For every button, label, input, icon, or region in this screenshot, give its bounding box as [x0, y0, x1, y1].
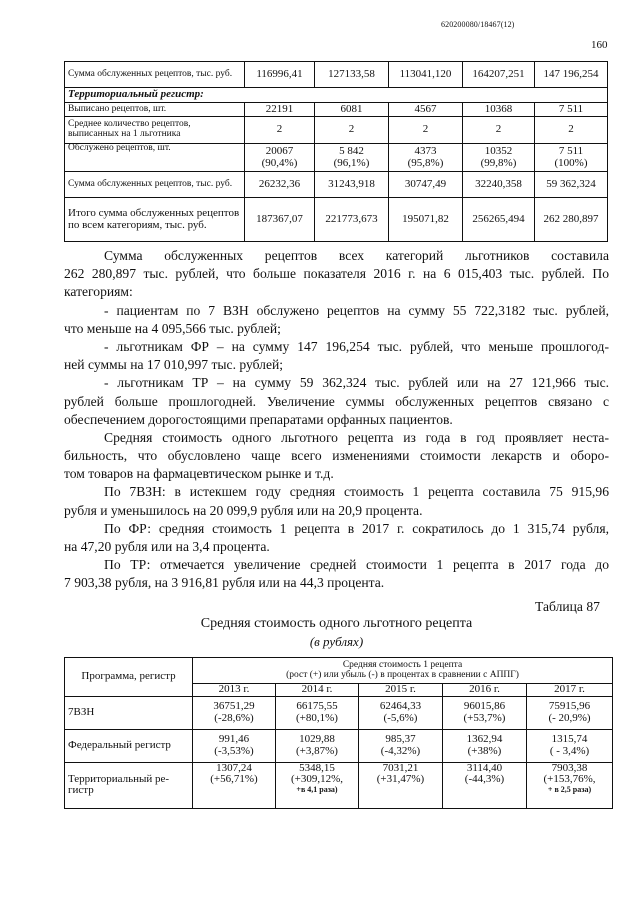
- table-row: [65, 117, 608, 144]
- table-row: [65, 172, 608, 198]
- year-header: 2017 г.: [527, 684, 613, 697]
- cell-value: 985,37: [385, 733, 416, 745]
- cell-change: (+3,87%): [296, 744, 338, 757]
- text-line: что меньше на 4 095,566 тыс. рублей;: [64, 320, 281, 336]
- cell-note: +в 4,1 раза): [296, 784, 338, 794]
- cell-2014: 221773,673: [315, 198, 389, 242]
- header-row: [65, 658, 613, 684]
- cell-value: 96015,86: [463, 700, 506, 712]
- program-name-line1: Территориальный ре-: [68, 772, 170, 785]
- year-header: 2016 г.: [443, 684, 527, 697]
- text-line: - льготникам ТР – на сумму 59 362,324 тыс. рублей или на 27 121,966 тыс.: [104, 375, 609, 391]
- cell-2014: 127133,58: [315, 62, 389, 88]
- cell-change: (- 20,9%): [548, 711, 591, 724]
- cell-value: 1307,24: [216, 761, 252, 774]
- cell-2017: 2: [535, 117, 608, 144]
- cell-2014: [276, 762, 359, 808]
- cell-change: (-44,3%): [464, 773, 505, 786]
- year-header: 2013 г.: [193, 684, 276, 697]
- group-header: [193, 658, 613, 684]
- text-line: - пациентам по 7 ВЗН обслужено рецептов на сумму 55 722,3182 тыс. рублей,: [104, 302, 609, 318]
- cell-value: 10352: [484, 144, 513, 157]
- cell-change: (-3,53%): [214, 744, 254, 757]
- table-row: [65, 696, 613, 729]
- cell-2014: 31243,918: [315, 172, 389, 198]
- benefit-recipes-table: [64, 61, 608, 242]
- cell-2016: 2: [463, 117, 535, 144]
- cell-2017: [535, 144, 608, 172]
- cell-percent: (90,4%): [261, 156, 298, 169]
- cell-2017: 59 362,324: [535, 172, 608, 198]
- cell-2016: [463, 144, 535, 172]
- table-row: [65, 62, 608, 88]
- cell-2013: 26232,36: [245, 172, 315, 198]
- cell-change: (-28,6%): [214, 711, 254, 724]
- table-row: [65, 762, 613, 808]
- cell-2015: [359, 729, 443, 762]
- cell-2016: [443, 729, 527, 762]
- cell-value: 1315,74: [551, 733, 588, 745]
- page-number: 160: [591, 39, 608, 51]
- table-units: (в рублях): [309, 634, 364, 649]
- cell-2017: 262 280,897: [535, 198, 608, 242]
- cell-2016: 32240,358: [463, 172, 535, 198]
- table-row: [65, 144, 608, 172]
- text-line: 7 903,38 рубля, на 3 916,81 рубля или на 44,3 процента.: [64, 575, 385, 591]
- table-row: [65, 198, 608, 242]
- cell-2016: 256265,494: [463, 198, 535, 242]
- cell-change: ( - 3,4%): [549, 744, 590, 757]
- table-row: [65, 103, 608, 117]
- cell-value: 991,46: [218, 733, 250, 745]
- cell-2013: 116996,41: [245, 62, 315, 88]
- cell-2015: [359, 762, 443, 808]
- cell-2013: [193, 696, 276, 729]
- cell-change: (+38%): [467, 744, 502, 757]
- document-number: 620200080/18467(12): [441, 20, 515, 29]
- row-label: Сумма обслуженных рецептов, тыс. руб.: [65, 172, 245, 198]
- program-name: Федеральный регистр: [65, 729, 193, 762]
- cell-change: (+309,12%,: [290, 773, 344, 786]
- cell-2013: [193, 729, 276, 762]
- cell-value: 4373: [414, 144, 437, 157]
- cell-2013: 187367,07: [245, 198, 315, 242]
- text-line: категориям:: [64, 284, 133, 300]
- row-label: Обслужено рецептов, шт.: [65, 144, 245, 172]
- group-header-line2: (рост (+) или убыль (-) в процентах в сравнении с АППГ): [286, 669, 519, 680]
- cell-change: (-5,6%): [383, 711, 418, 724]
- row-label: Выписано рецептов, шт.: [65, 103, 245, 117]
- cell-value: 75915,96: [548, 700, 591, 712]
- program-name: [65, 762, 193, 808]
- cell-2017: 147 196,254: [535, 62, 608, 88]
- cell-2015: 2: [389, 117, 463, 144]
- cell-change: (-4,32%): [380, 744, 421, 757]
- text-line: По ФР: средняя стоимость 1 рецепта в 2017 г. сократилось до 1 315,74 рубля,: [104, 520, 609, 536]
- section-row: [65, 88, 608, 103]
- text-line: обеспечением дорогостоящими препаратами орфанных пациентов.: [64, 411, 453, 427]
- text-line: бильность, что обусловлено чаще всего изменениями стоимости лекарств и оборо-: [64, 448, 609, 464]
- row-label: Итого сумма обслуженных рецептов по всем категориям, тыс. руб.: [65, 198, 245, 242]
- cell-2017: [527, 762, 613, 808]
- program-name-line2: гистр: [68, 784, 94, 797]
- cell-2015: 195071,82: [389, 198, 463, 242]
- text-line: Средняя стоимость одного льготного рецепта из года в год проявляет неста-: [104, 429, 609, 445]
- cell-2013: 2: [245, 117, 315, 144]
- table-title: Средняя стоимость одного льготного рецепта: [200, 616, 473, 631]
- cell-2016: 164207,251: [463, 62, 535, 88]
- cell-2013: 22191: [245, 103, 315, 117]
- text-line: Сумма обслуженных рецептов всех категорий льготников составила: [104, 248, 609, 263]
- cell-2015: 4567: [389, 103, 463, 117]
- text-line: на 47,20 рубля или на 3,4 процента.: [64, 539, 270, 554]
- row-label: Сумма обслуженных рецептов, тыс. руб.: [65, 62, 245, 88]
- cell-percent: (95,8%): [407, 156, 444, 169]
- cell-value: 5 842: [339, 144, 364, 157]
- text-line: рублей больше прошлогодней. Увеличение суммы обслуженных рецептов связано с: [64, 393, 609, 409]
- cell-2016: [443, 696, 527, 729]
- text-line: том товаров на фармацевтическом рынке и т.д.: [64, 466, 334, 482]
- program-header: Программа, регистр: [65, 658, 193, 697]
- cell-2016: [443, 762, 527, 808]
- table-number: Таблица 87: [535, 599, 600, 614]
- cell-note: + в 2,5 раза): [547, 784, 592, 794]
- cell-value: 7903,38: [551, 761, 588, 774]
- cell-2013: [245, 144, 315, 172]
- cell-value: 20067: [265, 144, 294, 157]
- cell-2013: [193, 762, 276, 808]
- cell-2015: 113041,120: [389, 62, 463, 88]
- cell-value: 7 511: [558, 144, 584, 157]
- cell-change: (+56,71%): [210, 773, 258, 786]
- cell-change: (+53,7%): [463, 711, 506, 724]
- cell-value: 5348,15: [299, 761, 335, 774]
- section-title: Территориальный регистр:: [65, 88, 608, 103]
- text-line: ней суммы на 17 010,997 тыс. рублей;: [64, 357, 284, 373]
- year-header: 2015 г.: [359, 684, 443, 697]
- body-text: [64, 247, 609, 593]
- cell-value: 62464,33: [379, 700, 422, 712]
- cell-change: (+80,1%): [296, 711, 338, 724]
- text-line: По 7ВЗН: в истекшем году средняя стоимость 1 рецепта составила 75 915,96: [104, 484, 609, 500]
- cell-value: 1029,88: [299, 733, 335, 745]
- row-label: Среднее количество рецептов, выписанных на 1 льготника: [65, 117, 245, 144]
- cell-2017: [527, 696, 613, 729]
- cell-percent: (96,1%): [333, 156, 370, 169]
- cell-2014: [276, 729, 359, 762]
- cell-2014: [276, 696, 359, 729]
- cell-2017: 7 511: [535, 103, 608, 117]
- cell-2014: [315, 144, 389, 172]
- group-header-line1: Средняя стоимость 1 рецепта: [342, 659, 463, 670]
- cell-2014: 6081: [315, 103, 389, 117]
- cell-value: 1362,94: [466, 733, 503, 745]
- program-name: 7ВЗН: [65, 696, 193, 729]
- cell-2015: [359, 696, 443, 729]
- cell-2015: [389, 144, 463, 172]
- cell-2014: 2: [315, 117, 389, 144]
- cell-value: 36751,29: [213, 700, 255, 712]
- cell-change: (+153,76%,: [543, 773, 596, 786]
- cell-2015: 30747,49: [389, 172, 463, 198]
- cell-change: (+31,47%): [376, 773, 425, 786]
- cell-2017: [527, 729, 613, 762]
- text-line: 262 280,897 тыс. рублей, что больше показателя 2016 г. на 6 015,403 тыс. рублей. По: [64, 266, 609, 282]
- table-row: [65, 729, 613, 762]
- year-header: 2014 г.: [276, 684, 359, 697]
- cell-percent: (100%): [554, 156, 588, 169]
- cell-value: 3114,40: [466, 761, 503, 774]
- text-line: - льготникам ФР – на сумму 147 196,254 тыс. рублей, что меньше прошлогод-: [104, 338, 609, 354]
- text-line: рубля и уменьшилось на 20 099,9 рубля или на 20,9 процента.: [64, 502, 423, 518]
- text-line: По ТР: отмечается увеличение средней стоимости 1 рецепта в 2017 года до: [104, 557, 609, 573]
- cell-value: 7031,21: [382, 761, 419, 774]
- cell-percent: (99,8%): [480, 156, 517, 169]
- cell-value: 66175,55: [296, 700, 338, 712]
- average-recipe-cost-table: [64, 657, 613, 809]
- cell-2016: 10368: [463, 103, 535, 117]
